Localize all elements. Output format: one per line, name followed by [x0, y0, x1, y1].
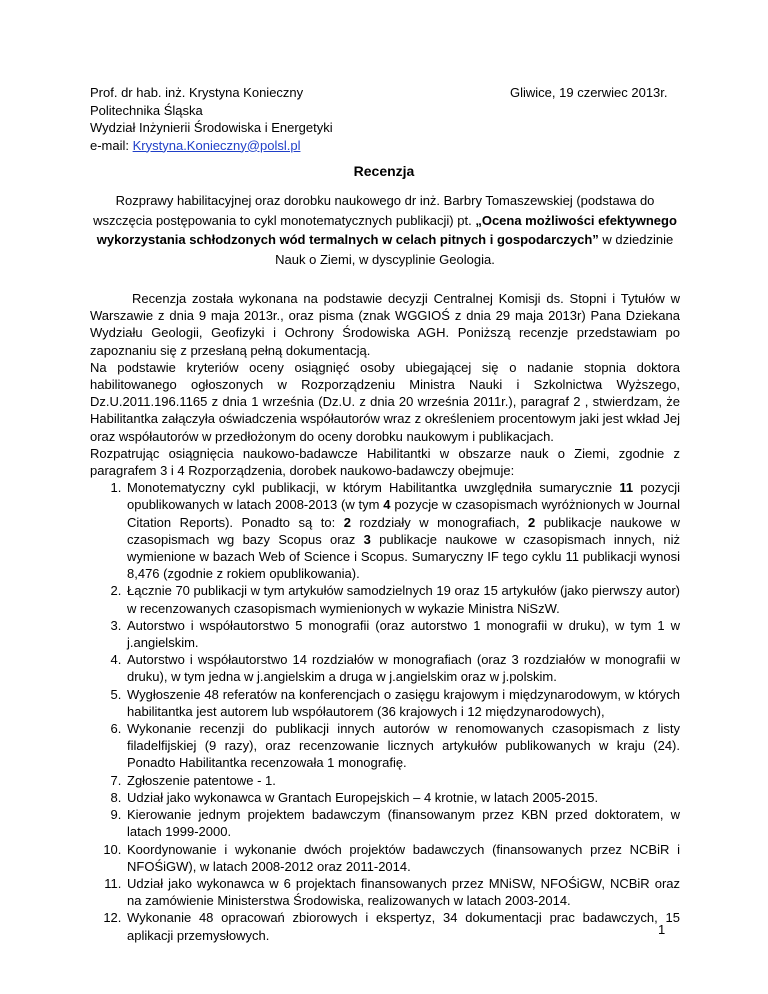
- author-name: Prof. dr hab. inż. Krystyna Konieczny: [90, 85, 304, 100]
- page-number: 1: [658, 922, 666, 937]
- list-item: 4. Autorstwo i współautorstwo 14 rozdziałów w monografiach (oraz 3 rozdziałów w monografii w druku), w tym jedna w j.angielskim a druga w j.angielskim oraz w j.polskim.: [125, 651, 680, 685]
- author-block: [90, 84, 333, 154]
- list-item: 11. Udział jako wykonawca w 6 projektach finansowanych przez MNiSW, NFOŚiGW, NCBiR oraz na zamówienie Ministerstwa Środowiska, realizowanych w latach 2003-2014.: [125, 875, 680, 909]
- paragraph-criteria: Na podstawie kryteriów oceny osiągnięć osoby ubiegającej się o nadanie stopnia doktora habilitowanego ogłoszonych w Rozporządzeniu Ministra Nauki i Szkolnictwa Wyższego, Dz.U.2011.196.1165 z dnia 1 września (Dz.U. z dnia 20 września 2011r.), paragraf 2 , stwierdzam, że Habilitantka załączyła oświadczenia współautorów wraz z określeniem procentowym jaki jest wkład Jej oraz współautorów w przedłożonym do oceny dorobku naukowym i publikacjach.: [90, 359, 680, 444]
- paragraph-achievements-intro: Rozpatrując osiągnięcia naukowo-badawcze Habilitantki w obszarze nauk o Ziemi, zgodnie z paragrafem 3 i 4 Rozporządzenia, dorobek naukowo-badawczy obejmuje:: [90, 445, 680, 479]
- list-item: 12. Wykonanie 48 opracowań zbiorowych i ekspertyz, 34 dokumentacji prac badawczych, 15 aplikacji przemysłowych.: [125, 909, 680, 943]
- place-date: Gliwice, 19 czerwiec 2013r.: [510, 85, 668, 100]
- list-item: 3. Autorstwo i współautorstwo 5 monografii (oraz autorstwo 1 monografii w druku), w tym 1 w j.angielskim.: [125, 617, 680, 651]
- list-item: 5. Wygłoszenie 48 referatów na konferencjach o zasięgu krajowym i międzynarodowym, w których habilitantka jest autorem lub współautorem (36 krajowych i 12 międzynarodowych),: [125, 686, 680, 720]
- list-item: 1. Monotematyczny cykl publikacji, w którym Habilitantka uwzględniła sumarycznie 11 pozycji opublikowanych w latach 2008-2013 (w tym 4 pozycje w czasopismach wyróżnionych w Journal Citation Reports). Ponadto są to: 2 rozdziały w monografiach, 2 publikacje naukowe w czasopismach wg bazy Scopus oraz 3 publikacje naukowe w czasopismach innych, niż wymienione w bazach Web of Science i Scopus. Sumaryczny IF tego cyklu 11 publikacji wynosi 8,476 (zgodnie z rokiem opublikowania).: [125, 479, 680, 582]
- university-name: Politechnika Śląska: [90, 102, 203, 118]
- body-text: [90, 290, 680, 944]
- list-item: 7. Zgłoszenie patentowe - 1.: [125, 772, 680, 789]
- achievements-list: [90, 479, 680, 943]
- list-item: 8. Udział jako wykonawca w Grantach Europejskich – 4 krotnie, w latach 2005-2015.: [125, 789, 680, 806]
- list-item: 2. Łącznie 70 publikacji w tym artykułów samodzielnych 19 oraz 15 artykułów (jako pierwszy autor) w recenzowanych czasopismach wymienionych w wykazie Ministra NiSzW.: [125, 582, 680, 616]
- intro-paragraph: [90, 191, 680, 269]
- thesis-title: „Ocena możliwości efektywnego wykorzystania schłodzonych wód termalnych w celach pitnych i gospodarczych”: [96, 212, 677, 247]
- list-item: 9. Kierowanie jednym projektem badawczym (finansowanym przez KBN przed doktoratem, w latach 1999-2000.: [125, 806, 680, 840]
- paragraph-basis: Recenzja została wykonana na podstawie decyzji Centralnej Komisji ds. Stopni i Tytułów w Warszawie z dnia 9 maja 2013r., oraz pisma (znak WGGIOŚ z dnia 29 maja 2013r) Pana Dziekana Wydziału Geologii, Geofizyki i Ochrony Środowiska AGH. Poniższą recenzje przedstawiam po zapoznaniu się z przesłaną pełną dokumentacją.: [90, 291, 680, 358]
- faculty-name: Wydział Inżynierii Środowiska i Energetyki: [90, 120, 333, 135]
- email-label: e-mail:: [90, 137, 133, 153]
- document-title: Recenzja: [353, 163, 415, 179]
- list-item: 10. Koordynowanie i wykonanie dwóch projektów badawczych (finansowanych przez NCBiR i NFOŚiGW), w latach 2008-2012 oraz 2011-2014.: [125, 841, 680, 875]
- list-item: 6. Wykonanie recenzji do publikacji innych autorów w renomowanych czasopismach z listy filadelfijskiej (9 razy), oraz recenzowanie licznych artykułów publikowanych w kraju (24). Ponadto Habilitantka recenzowała 1 monografię.: [125, 720, 680, 772]
- email-line: [90, 137, 333, 155]
- intro-text-1: Rozprawy habilitacyjnej oraz dorobku naukowego dr inż. Barbry Tomaszewskiej (podstawa do wszczęcia postępowania to cykl monotematycznych publikacji) pt.: [93, 193, 655, 228]
- email-link[interactable]: Krystyna.Konieczny@polsl.pl: [132, 137, 301, 153]
- intro-text-2: w dziedzinie Nauk o Ziemi, w dyscyplinie Geologia.: [275, 232, 674, 267]
